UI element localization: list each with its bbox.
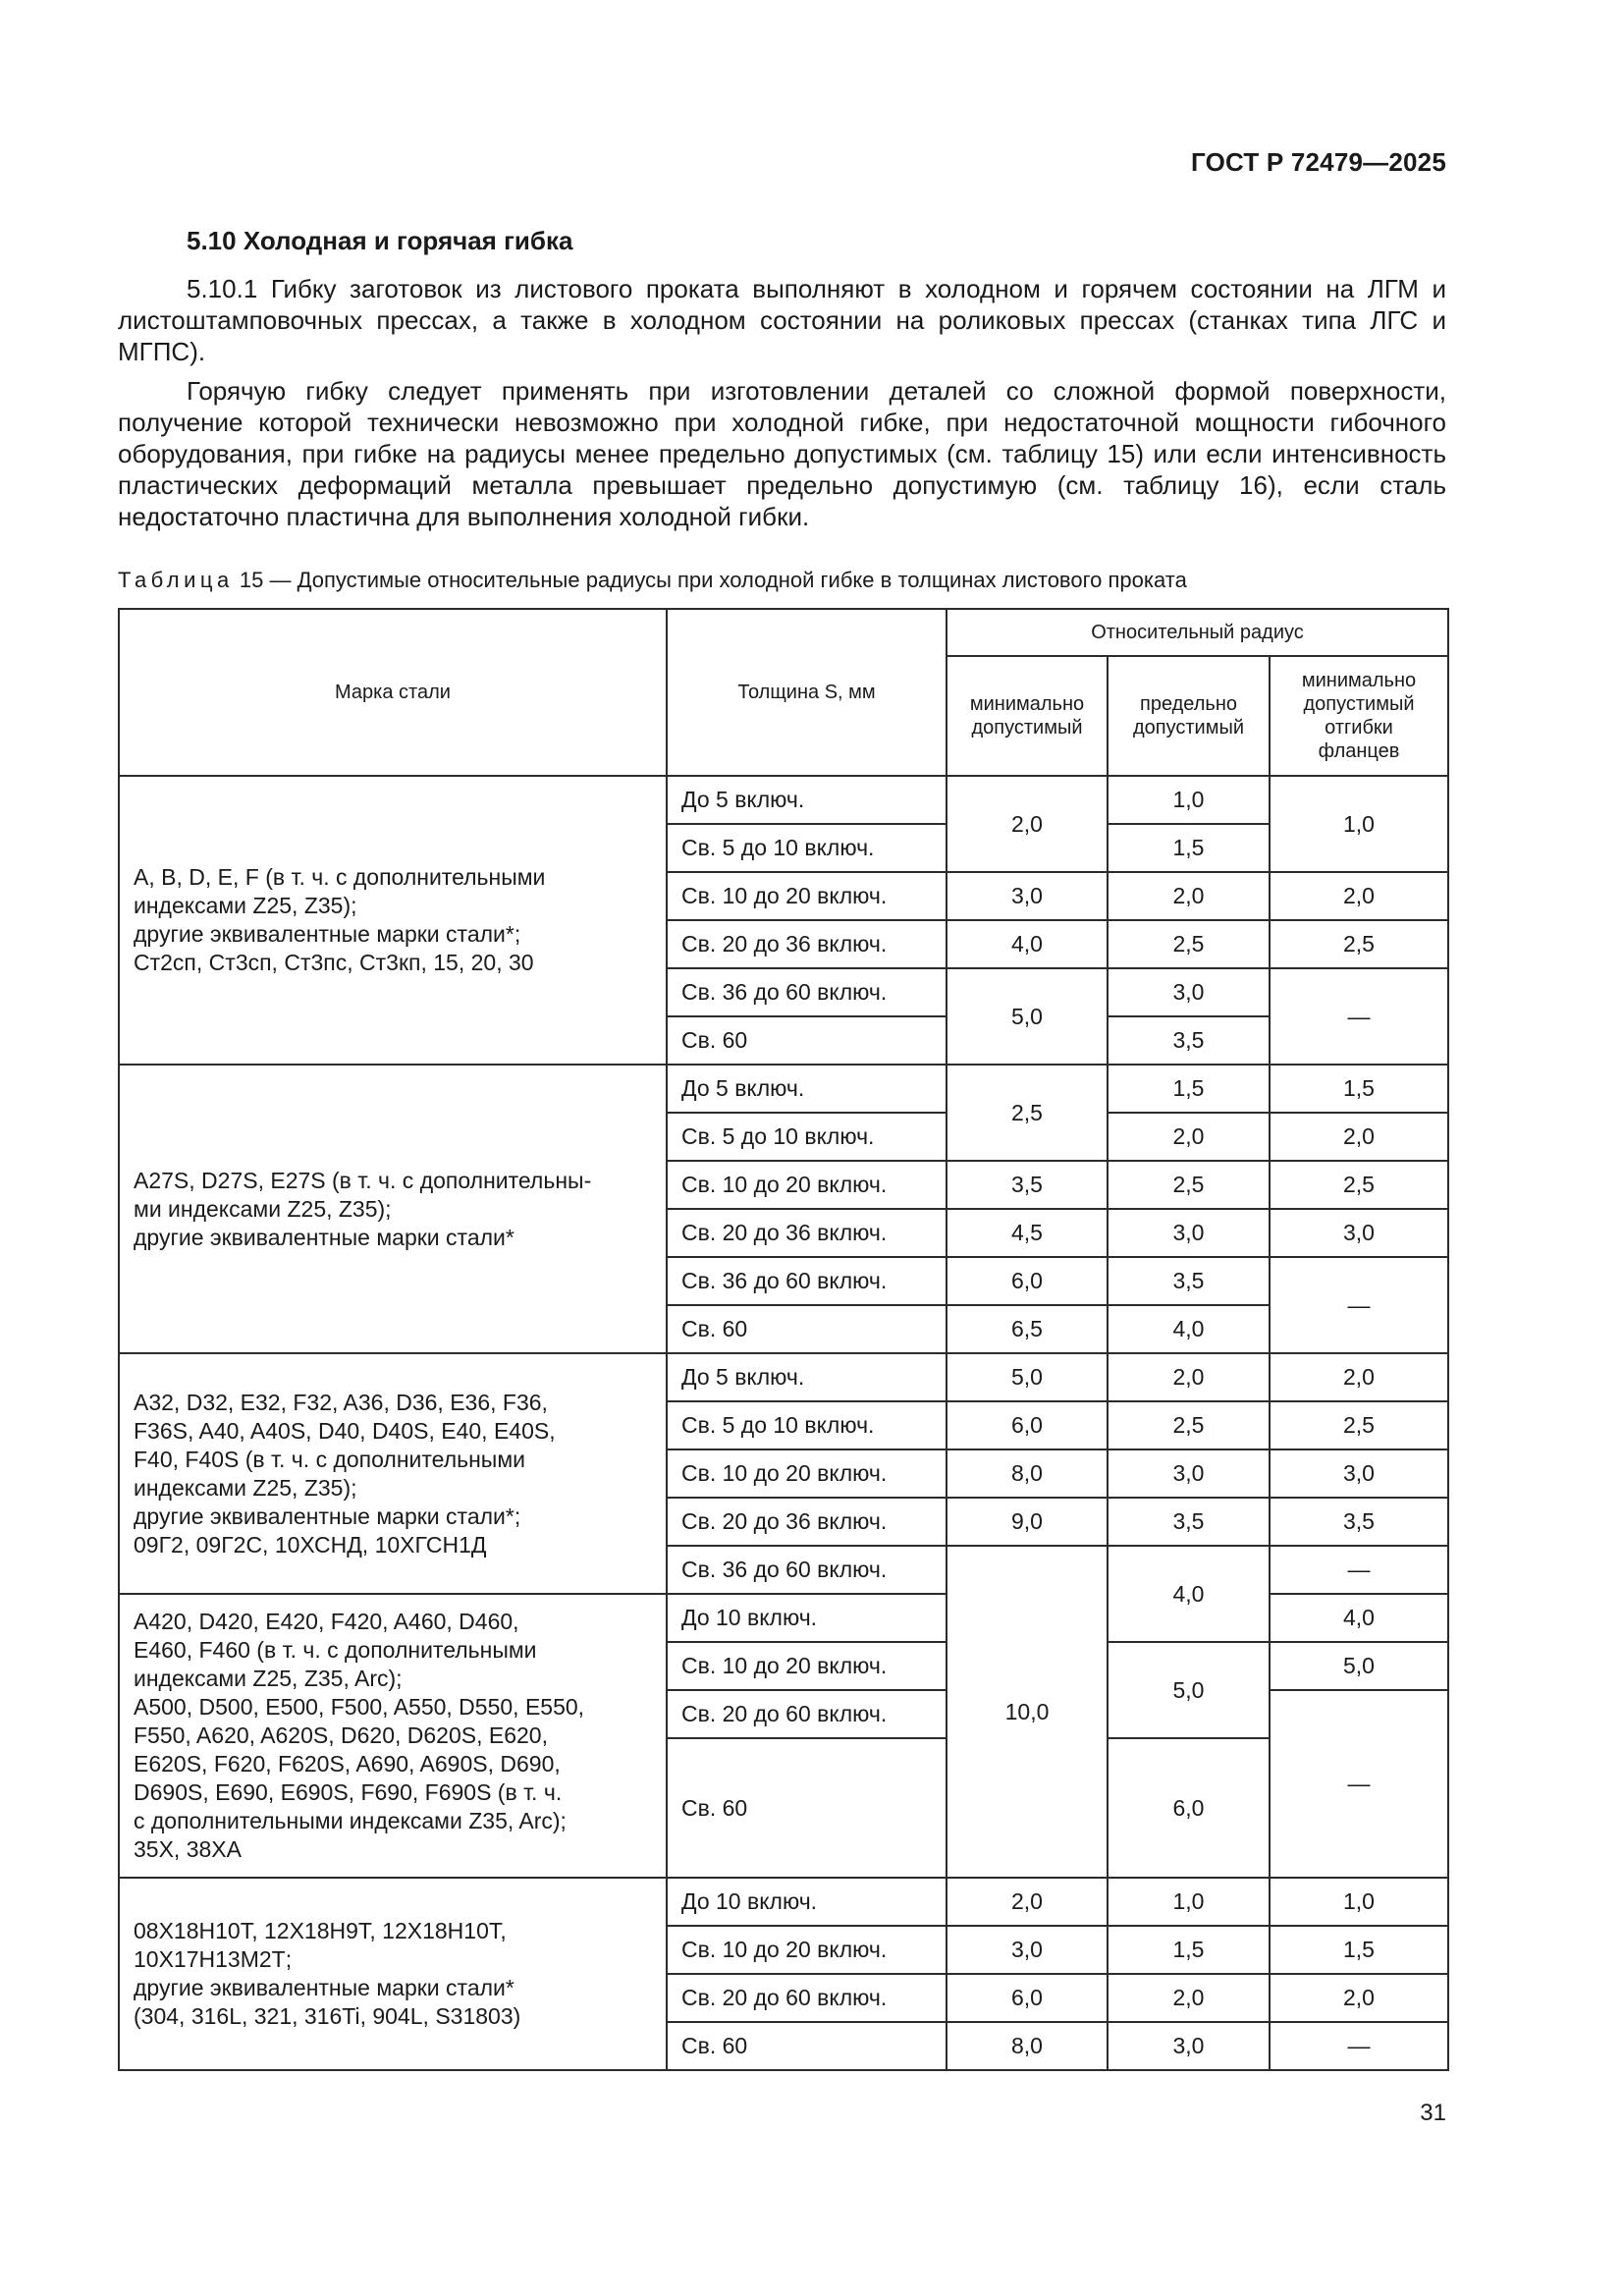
min-radius-cell: 2,5 [947,1065,1108,1161]
min-radius-cell: 3,5 [947,1161,1108,1209]
limit-radius-cell: 3,0 [1108,968,1270,1016]
table-caption [118,566,1187,595]
limit-radius-cell: 1,0 [1108,776,1270,824]
min-radius-cell: 6,0 [947,1257,1108,1305]
thickness-cell: Св. 60 [667,1305,947,1353]
flange-radius-cell: — [1270,1546,1448,1594]
thickness-cell: Св. 10 до 20 включ. [667,1642,947,1690]
limit-radius-cell: 3,5 [1108,1016,1270,1065]
paragraph-text: Горячую гибку следует применять при изготовлении деталей со сложной формой поверхности, получение которой технически невозможно при холодной гибке, при недостаточной мощности гибочного оборудования, при гибке на радиусы менее предельно допустимых (см. таблицу 15) или если интенсивность пластических деформаций металла превышает предельно допустимую (см. таблицу 16), если сталь недостаточно пластична для выполнения холодной гибки. [118,376,1446,531]
header-limit-allowed: предельно допустимый [1108,656,1270,776]
header-thickness: Толщина S, мм [667,609,947,776]
limit-radius-cell: 3,0 [1108,1209,1270,1257]
section-title: 5.10 Холодная и горячая гибка [187,226,573,255]
steel-grade-cell: A, B, D, E, F (в т. ч. с дополнительными индексами Z25, Z35); другие эквивалентные марки стали*; Ст2сп, Ст3сп, Ст3пс, Ст3кп, 15, 20, 30 [119,776,667,1065]
thickness-cell: Св. 60 [667,1016,947,1065]
bending-radius-table [118,608,1449,2071]
thickness-cell: Св. 20 до 60 включ. [667,1690,947,1738]
limit-radius-cell: 2,0 [1108,1353,1270,1401]
thickness-cell: Св. 20 до 36 включ. [667,1209,947,1257]
thickness-cell: Св. 10 до 20 включ. [667,1161,947,1209]
flange-radius-cell: — [1270,968,1448,1065]
min-radius-cell: 9,0 [947,1498,1108,1546]
steel-grade-cell: A420, D420, E420, F420, A460, D460, E460, F460 (в т. ч. с дополнительными индексами Z25, Z35, Arc); A500, D500, E500, F500, A550, D550, E550, F550, A620, A620S, D620, D620S, E620, E620S, F620, F620S, A690, A690S, D690, D690S, E690, E690S, F690, F690S (в т. ч. с дополнительными индексами Z35, Arc); 35Х, 38ХА [119,1594,667,1878]
flange-radius-cell: 1,5 [1270,1926,1448,1974]
steel-grade-cell: A27S, D27S, E27S (в т. ч. с дополнительны- ми индексами Z25, Z35); другие эквивалентные марки стали* [119,1065,667,1353]
document-code-header: ГОСТ Р 72479—2025 [1191,147,1446,177]
paragraph-text: 5.10.1 Гибку заготовок из листового проката выполняют в холодном и горячем состоянии на ЛГМ и листоштамповочных прессах, а также в холодном состоянии на роликовых прессах (станках типа ЛГС и МГПС). [118,274,1446,366]
min-radius-cell: 8,0 [947,1449,1108,1498]
flange-radius-cell: 1,0 [1270,776,1448,872]
thickness-cell: Св. 5 до 10 включ. [667,1113,947,1161]
thickness-cell: Св. 5 до 10 включ. [667,824,947,872]
min-radius-cell: 8,0 [947,2022,1108,2070]
min-radius-cell: 5,0 [947,1353,1108,1401]
flange-radius-cell: — [1270,1690,1448,1878]
page-number: 31 [1420,2100,1446,2126]
thickness-cell: Св. 60 [667,1738,947,1878]
flange-radius-cell: 2,0 [1270,1353,1448,1401]
thickness-cell: До 5 включ. [667,776,947,824]
flange-radius-cell: 1,0 [1270,1878,1448,1926]
flange-radius-cell: 2,5 [1270,1401,1448,1449]
thickness-cell: До 10 включ. [667,1878,947,1926]
flange-radius-cell: — [1270,1257,1448,1353]
thickness-cell: Св. 10 до 20 включ. [667,1926,947,1974]
thickness-cell: До 5 включ. [667,1065,947,1113]
flange-radius-cell: 3,5 [1270,1498,1448,1546]
thickness-cell: Св. 20 до 36 включ. [667,1498,947,1546]
thickness-cell: Св. 10 до 20 включ. [667,872,947,920]
min-radius-cell: 2,0 [947,1878,1108,1926]
flange-radius-cell: 3,0 [1270,1209,1448,1257]
limit-radius-cell: 2,5 [1108,920,1270,968]
paragraph-5-10-1 [118,273,1446,367]
limit-radius-cell: 6,0 [1108,1738,1270,1878]
header-min-allowed: минимально допустимый [947,656,1108,776]
header-steel-grade: Марка стали [119,609,667,776]
header-relative-radius: Относительный радиус [947,609,1448,656]
limit-radius-cell: 1,0 [1108,1878,1270,1926]
thickness-cell: Св. 36 до 60 включ. [667,1257,947,1305]
min-radius-cell: 6,0 [947,1401,1108,1449]
thickness-cell: Св. 20 до 60 включ. [667,1974,947,2022]
header-flange-min: минимально допустимый отгибки фланцев [1270,656,1448,776]
thickness-cell: До 10 включ. [667,1594,947,1642]
limit-radius-cell: 5,0 [1108,1642,1270,1738]
min-radius-cell: 3,0 [947,1926,1108,1974]
min-radius-cell: 6,0 [947,1974,1108,2022]
table-caption-label: Таблица [118,568,234,592]
thickness-cell: Св. 5 до 10 включ. [667,1401,947,1449]
limit-radius-cell: 4,0 [1108,1546,1270,1642]
flange-radius-cell: 2,0 [1270,1113,1448,1161]
thickness-cell: Св. 60 [667,2022,947,2070]
flange-radius-cell: 2,0 [1270,872,1448,920]
limit-radius-cell: 1,5 [1108,824,1270,872]
min-radius-cell: 4,5 [947,1209,1108,1257]
limit-radius-cell: 2,0 [1108,872,1270,920]
min-radius-cell: 5,0 [947,968,1108,1065]
limit-radius-cell: 3,5 [1108,1498,1270,1546]
limit-radius-cell: 4,0 [1108,1305,1270,1353]
limit-radius-cell: 2,0 [1108,1113,1270,1161]
steel-grade-cell: 08Х18Н10Т, 12Х18Н9Т, 12Х18Н10Т, 10Х17Н13М2Т; другие эквивалентные марки стали* (304, 316L, 321, 316Ti, 904L, S31803) [119,1878,667,2070]
min-radius-cell: 2,0 [947,776,1108,872]
limit-radius-cell: 2,0 [1108,1974,1270,2022]
table-caption-text: 15 — Допустимые относительные радиусы при холодной гибке в толщинах листового проката [233,568,1187,592]
flange-radius-cell: — [1270,2022,1448,2070]
flange-radius-cell: 4,0 [1270,1594,1448,1642]
min-radius-cell: 3,0 [947,872,1108,920]
thickness-cell: Св. 10 до 20 включ. [667,1449,947,1498]
flange-radius-cell: 3,0 [1270,1449,1448,1498]
steel-grade-cell: A32, D32, E32, F32, A36, D36, E36, F36, F36S, A40, A40S, D40, D40S, E40, E40S, F40, F40S (в т. ч. с дополнительными индексами Z25, Z35); другие эквивалентные марки стали*; 09Г2, 09Г2С, 10ХСНД, 10ХГСН1Д [119,1353,667,1594]
limit-radius-cell: 1,5 [1108,1065,1270,1113]
limit-radius-cell: 3,0 [1108,1449,1270,1498]
paragraph-hot-bending [118,375,1446,532]
limit-radius-cell: 3,5 [1108,1257,1270,1305]
min-radius-cell: 10,0 [947,1546,1108,1878]
thickness-cell: Св. 20 до 36 включ. [667,920,947,968]
flange-radius-cell: 5,0 [1270,1642,1448,1690]
flange-radius-cell: 2,0 [1270,1974,1448,2022]
limit-radius-cell: 2,5 [1108,1401,1270,1449]
min-radius-cell: 4,0 [947,920,1108,968]
min-radius-cell: 6,5 [947,1305,1108,1353]
flange-radius-cell: 2,5 [1270,920,1448,968]
flange-radius-cell: 2,5 [1270,1161,1448,1209]
thickness-cell: Св. 36 до 60 включ. [667,1546,947,1594]
thickness-cell: До 5 включ. [667,1353,947,1401]
thickness-cell: Св. 36 до 60 включ. [667,968,947,1016]
limit-radius-cell: 3,0 [1108,2022,1270,2070]
flange-radius-cell: 1,5 [1270,1065,1448,1113]
limit-radius-cell: 1,5 [1108,1926,1270,1974]
limit-radius-cell: 2,5 [1108,1161,1270,1209]
